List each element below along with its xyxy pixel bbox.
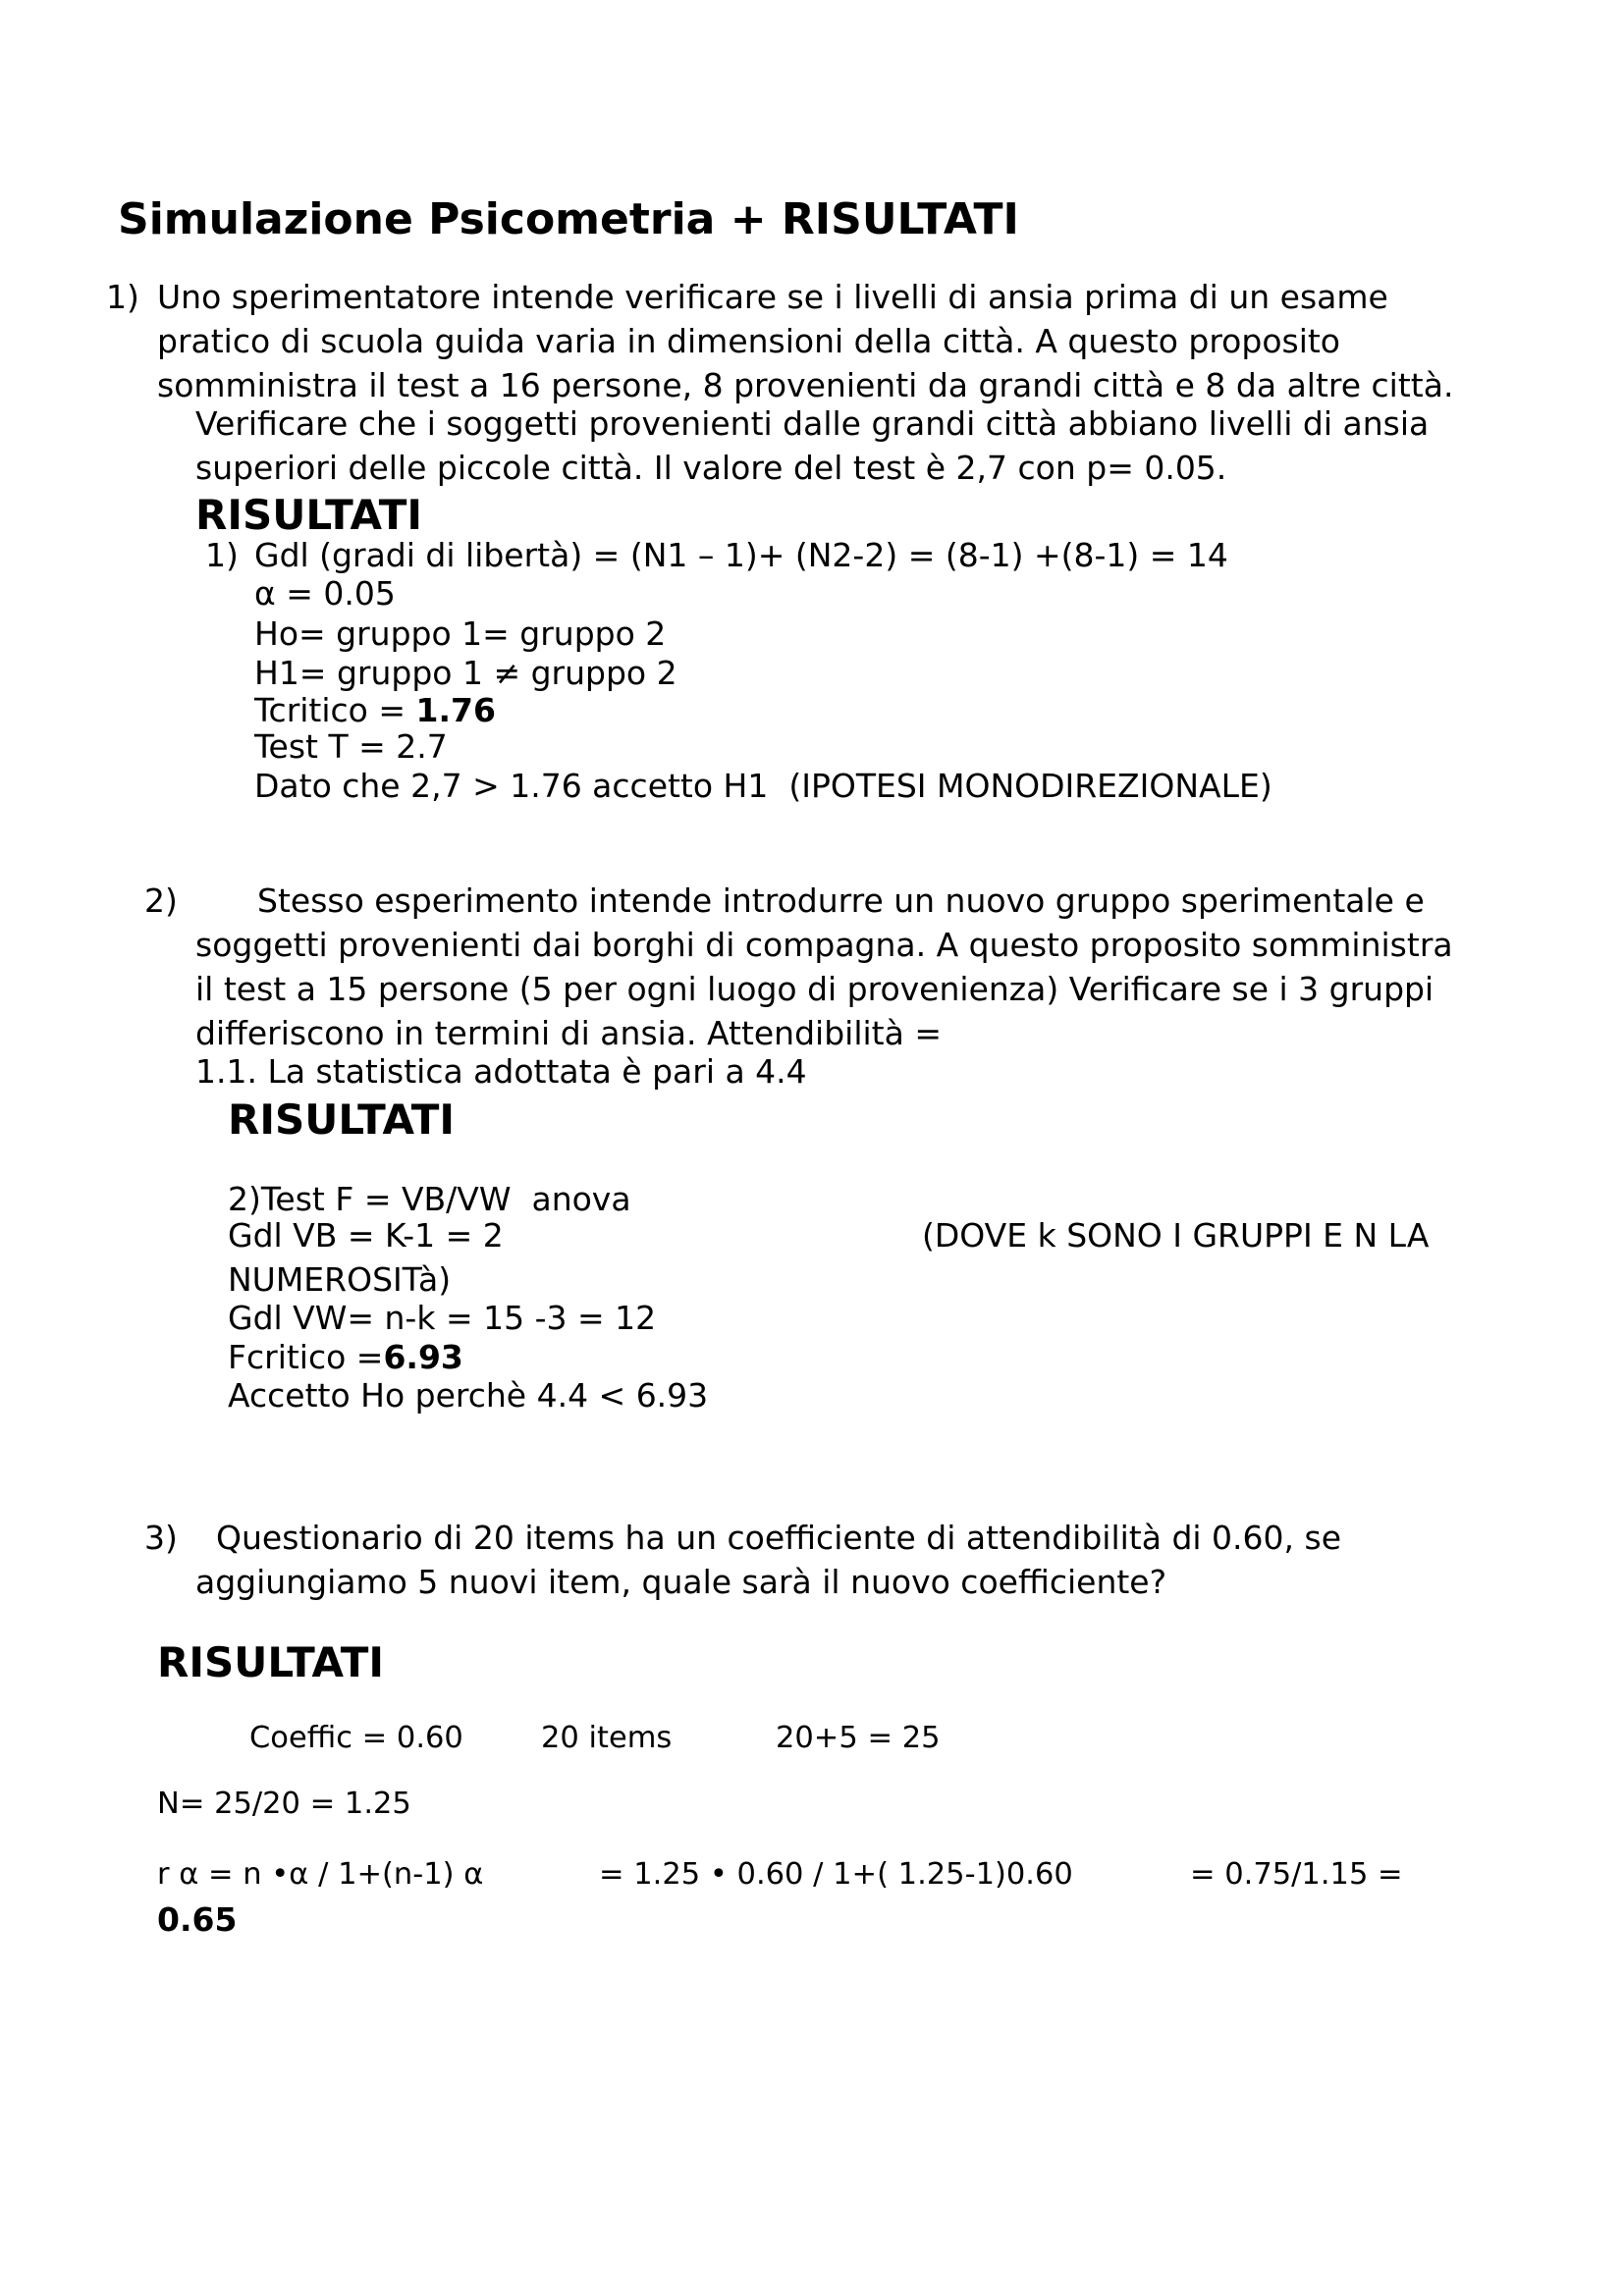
solution-3-formula: r α = n •α / 1+(n-1) α xyxy=(157,1857,484,1892)
question-1-text-line: pratico di scuola guida varia in dimensioni della città. A questo proposito xyxy=(157,322,1340,360)
t-critical-value: 1.76 xyxy=(415,691,496,729)
question-2-text-line: differiscono in termini di ansia. Attendibilità = xyxy=(195,1014,942,1052)
solution-3-items-sum: 20+5 = 25 xyxy=(776,1721,941,1755)
question-2-text-line: soggetti provenienti dai borghi di compagna. A questo proposito somministra xyxy=(195,926,1453,964)
question-2-text-line: 1.1. La statistica adottata è pari a 4.4 xyxy=(195,1052,807,1091)
solution-1-t-critical xyxy=(254,691,496,730)
solution-2-f-critical xyxy=(228,1338,463,1377)
question-1-text-line: Uno sperimentatore intende verificare se i livelli di ansia prima di un esame xyxy=(157,278,1388,316)
solution-1-test-t: Test T = 2.7 xyxy=(254,727,448,766)
solution-3-division: = 0.75/1.15 = xyxy=(1190,1857,1403,1892)
results-heading-2: RISULTATI xyxy=(228,1095,456,1144)
solution-2-note-continued: NUMEROSITà) xyxy=(228,1260,452,1299)
solution-2-gdl-vb: Gdl VB = K-1 = 2 xyxy=(228,1216,504,1255)
question-1-text-line: superiori delle piccole città. Il valore del test è 2,7 con p= 0.05. xyxy=(195,449,1227,487)
solution-1-null-hypothesis: Ho= gruppo 1= gruppo 2 xyxy=(254,614,667,653)
solution-1-degrees-of-freedom: Gdl (gradi di libertà) = (N1 – 1)+ (N2-2) = (8-1) +(8-1) = 14 xyxy=(254,536,1228,574)
page-title: Simulazione Psicometria + RISULTATI xyxy=(118,194,1019,244)
solution-3-result: 0.65 xyxy=(157,1900,238,1939)
solution-2-note: (DOVE k SONO I GRUPPI E N LA xyxy=(922,1216,1430,1255)
solution-1-conclusion: Dato che 2,7 > 1.76 accetto H1 (IPOTESI MONODIREZIONALE) xyxy=(254,767,1272,805)
question-2-number: 2) xyxy=(144,881,178,920)
solution-1-alpha: α = 0.05 xyxy=(254,574,396,613)
question-1-number: 1) xyxy=(106,278,139,316)
results-heading-1: RISULTATI xyxy=(195,491,423,539)
solution-1-alt-hypothesis: H1= gruppo 1 ≠ gruppo 2 xyxy=(254,654,677,692)
results-heading-3: RISULTATI xyxy=(157,1638,385,1686)
question-2-text-line: il test a 15 persone (5 per ogni luogo di provenienza) Verificare se i 3 gruppi xyxy=(195,970,1434,1008)
t-critical-label: Tcritico = xyxy=(254,691,416,729)
solution-2-test-f: 2)Test F = VB/VW anova xyxy=(228,1180,631,1218)
solution-3-coefficient: Coeffic = 0.60 xyxy=(249,1721,463,1755)
question-2-text-line: Stesso esperimento intende introdurre un nuovo gruppo sperimentale e xyxy=(257,881,1425,920)
question-3-text-line: Questionario di 20 items ha un coefficiente di attendibilità di 0.60, se xyxy=(216,1519,1342,1557)
solution-2-conclusion: Accetto Ho perchè 4.4 < 6.93 xyxy=(228,1376,709,1415)
f-critical-value: 6.93 xyxy=(383,1338,463,1376)
question-3-text-line: aggiungiamo 5 nuovi item, quale sarà il nuovo coefficiente? xyxy=(195,1563,1167,1601)
solution-3-items: 20 items xyxy=(541,1721,673,1755)
question-1-text-line: Verificare che i soggetti provenienti dalle grandi città abbiano livelli di ansia xyxy=(195,404,1430,443)
solution-1-number: 1) xyxy=(205,536,239,574)
solution-2-gdl-vw: Gdl VW= n-k = 15 -3 = 12 xyxy=(228,1299,657,1337)
solution-3-n-ratio: N= 25/20 = 1.25 xyxy=(157,1787,411,1821)
solution-3-substitution: = 1.25 • 0.60 / 1+( 1.25-1)0.60 xyxy=(599,1857,1073,1892)
f-critical-label: Fcritico = xyxy=(228,1338,384,1376)
question-1-text-line: somministra il test a 16 persone, 8 provenienti da grandi città e 8 da altre città. xyxy=(157,366,1454,404)
question-3-number: 3) xyxy=(144,1519,178,1557)
